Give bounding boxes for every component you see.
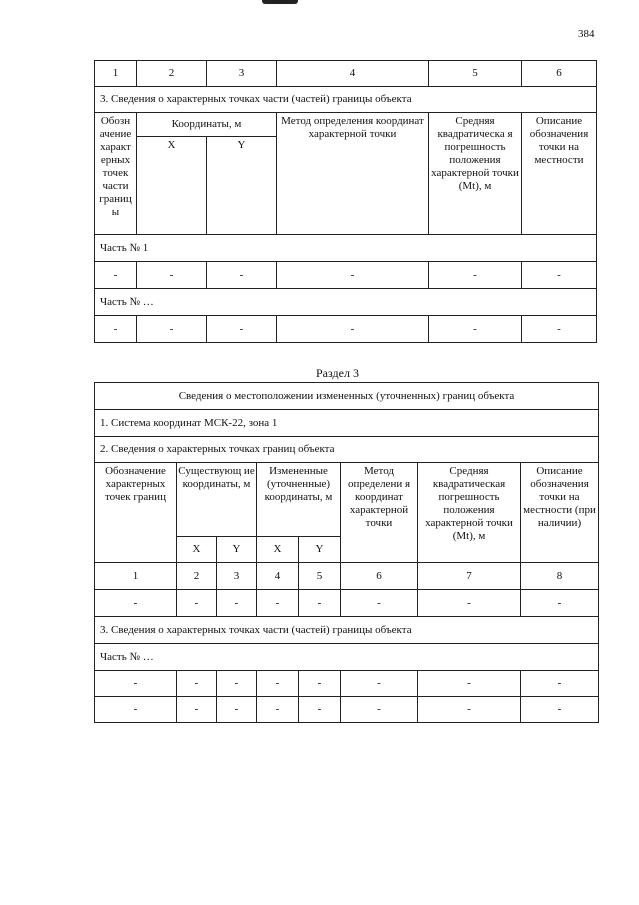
col-number: 1 [95, 61, 137, 87]
part-label: Часть № … [95, 289, 597, 316]
column-number-row [95, 563, 599, 590]
empty-cell: - [207, 262, 277, 289]
col-number: 3 [207, 61, 277, 87]
empty-cell: - [217, 671, 257, 697]
header-y: Y [299, 537, 341, 563]
empty-cell: - [521, 590, 599, 617]
empty-cell: - [277, 316, 429, 343]
empty-cell: - [341, 671, 418, 697]
table-row [95, 590, 599, 617]
header-point-designation: Обозначение характерных точек границ [95, 463, 177, 563]
empty-cell: - [299, 590, 341, 617]
header-mean-error: Средняя квадратическа я погрешность положения характерной точки (Mt), м [429, 113, 522, 235]
empty-cell: - [522, 262, 597, 289]
empty-cell: - [299, 697, 341, 723]
header-method: Метод определения координат характерной точки [277, 113, 429, 235]
col-number: 4 [257, 563, 299, 590]
top-mark [262, 0, 298, 4]
empty-cell: - [522, 316, 597, 343]
empty-cell: - [257, 697, 299, 723]
empty-cell: - [418, 590, 521, 617]
header-method: Метод определени я координат характерной точки [341, 463, 418, 563]
table-row [95, 697, 599, 723]
empty-cell: - [95, 671, 177, 697]
header-description: Описание обозначения точки на местности (при наличии) [521, 463, 599, 563]
empty-cell: - [177, 697, 217, 723]
empty-cell: - [341, 590, 418, 617]
empty-cell: - [137, 262, 207, 289]
empty-cell: - [429, 262, 522, 289]
header-description: Описание обозначения точки на местности [522, 113, 597, 235]
empty-cell: - [177, 671, 217, 697]
section-title: 2. Сведения о характерных точках границ объекта [95, 437, 599, 463]
changed-boundaries-table [94, 382, 599, 723]
empty-cell: - [95, 590, 177, 617]
empty-cell: - [521, 671, 599, 697]
col-number: 2 [137, 61, 207, 87]
col-number: 5 [429, 61, 522, 87]
column-number-row [95, 61, 597, 87]
table-row [95, 262, 597, 289]
header-changed-coords: Измененные (уточненные) координаты, м [257, 463, 341, 537]
table-row [95, 671, 599, 697]
part-label: Часть № 1 [95, 235, 597, 262]
empty-cell: - [95, 316, 137, 343]
header-mean-error: Средняя квадратическая погрешность положения характерной точки (Mt), м [418, 463, 521, 563]
part-label: Часть № … [95, 644, 599, 671]
empty-cell: - [95, 262, 137, 289]
section-title: 3. Сведения о характерных точках части (частей) границы объекта [95, 617, 599, 644]
page-number: 384 [578, 28, 595, 40]
header-x: X [177, 537, 217, 563]
empty-cell: - [137, 316, 207, 343]
empty-cell: - [257, 671, 299, 697]
section-heading: Раздел 3 [316, 366, 359, 380]
col-number: 4 [277, 61, 429, 87]
table-row [95, 316, 597, 343]
header-coordinates: Координаты, м [137, 113, 277, 137]
col-number: 2 [177, 563, 217, 590]
coord-system: 1. Система координат МСК-22, зона 1 [95, 410, 599, 437]
empty-cell: - [217, 697, 257, 723]
header-y: Y [207, 137, 277, 235]
empty-cell: - [418, 697, 521, 723]
empty-cell: - [277, 262, 429, 289]
col-number: 1 [95, 563, 177, 590]
col-number: 5 [299, 563, 341, 590]
empty-cell: - [299, 671, 341, 697]
empty-cell: - [341, 697, 418, 723]
header-point-designation: Обозн ачение характ ерных точек части границ ы [95, 113, 137, 235]
col-number: 6 [341, 563, 418, 590]
empty-cell: - [207, 316, 277, 343]
header-x: X [137, 137, 207, 235]
col-number: 3 [217, 563, 257, 590]
header-y: Y [217, 537, 257, 563]
empty-cell: - [217, 590, 257, 617]
empty-cell: - [177, 590, 217, 617]
empty-cell: - [429, 316, 522, 343]
empty-cell: - [257, 590, 299, 617]
header-x: X [257, 537, 299, 563]
header-existing-coords: Существующ ие координаты, м [177, 463, 257, 537]
parts-points-table [94, 60, 597, 343]
col-number: 7 [418, 563, 521, 590]
empty-cell: - [418, 671, 521, 697]
empty-cell: - [521, 697, 599, 723]
col-number: 8 [521, 563, 599, 590]
section-title: 3. Сведения о характерных точках части (частей) границы объекта [95, 87, 597, 113]
empty-cell: - [95, 697, 177, 723]
table-title: Сведения о местоположении измененных (уточненных) границ объекта [95, 383, 599, 410]
col-number: 6 [522, 61, 597, 87]
